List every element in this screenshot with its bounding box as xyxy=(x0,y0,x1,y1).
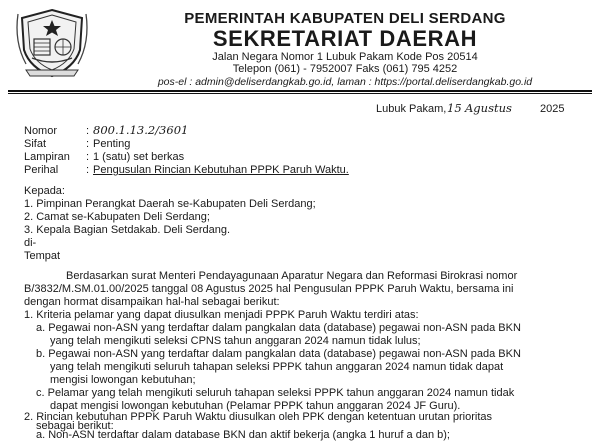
office-address: Jalan Negara Nomor 1 Lubuk Pakam Kode Pos 20514 xyxy=(212,51,478,63)
recipient-item: 3. Kepala Bagian Setdakab. Deli Serdang. xyxy=(24,224,231,236)
nomor-label: Nomor xyxy=(24,125,58,137)
point-1b: b. Pegawai non-ASN yang terdaftar dalam pangkalan data (database) pegawai non-ASN pada BKN xyxy=(36,348,521,360)
letterhead-rule-thick xyxy=(8,90,592,92)
nomor-colon: : xyxy=(86,125,90,137)
point-1b-cont: yang telah mengikuti seluruh tahapan seleksi PPPK tahun anggaran 2024 namun tidak dapat xyxy=(50,361,504,373)
date-month: Agustus xyxy=(465,101,512,115)
date-place: Lubuk Pakam, xyxy=(376,103,447,115)
lampiran-colon: : xyxy=(86,151,90,163)
lampiran-value: 1 (satu) set berkas xyxy=(93,151,185,163)
point-2: 2. Rincian kebutuhan PPPK Paruh Waktu diusulkan oleh PPK dengan ketentuan urutan prioritas xyxy=(24,411,492,423)
office-contact: pos-el : admin@deliserdangkab.go.id, laman : https://portal.deliserdangkab.go.id xyxy=(157,76,533,88)
point-1: 1. Kriteria pelamar yang dapat diusulkan menjadi PPPK Paruh Waktu terdiri atas: xyxy=(24,309,419,321)
point-1a-cont: yang telah mengikuti seleksi CPNS tahun anggaran 2024 namun tidak lulus; xyxy=(50,335,421,347)
deli-serdang-coat-of-arms-logo xyxy=(12,6,92,78)
office-title: SEKRETARIAT DAERAH xyxy=(212,26,478,51)
recipient-item: 2. Camat se-Kabupaten Deli Serdang; xyxy=(24,211,210,223)
perihal-value: Pengusulan Rincian Kebutuhan PPPK Paruh Waktu. xyxy=(93,164,349,176)
date-year: 2025 xyxy=(540,103,565,115)
intro-line: B/3832/M.SM.01.00/2025 tanggal 08 Agustus 2025 hal Pengusulan PPPK Paruh Waktu, bersama ini xyxy=(24,283,514,295)
point-1a: a. Pegawai non-ASN yang terdaftar dalam pangkalan data (database) pegawai non-ASN pada BKN xyxy=(36,322,521,334)
lampiran-label: Lampiran xyxy=(24,151,70,163)
point-1b-cont: mengisi lowongan kebutuhan; xyxy=(50,374,196,386)
point-1c-cont: dapat mengisi lowongan kebutuhan (Pelamar PPPK tahun anggaran 2024 JF Guru). xyxy=(50,400,461,412)
nomor-value: 800.1.13.2/3601 xyxy=(93,123,189,137)
kepada-label: Kepada: xyxy=(24,185,65,197)
intro-line: Berdasarkan surat Menteri Pendayagunaan Aparatur Negara dan Reformasi Birokrasi nomor xyxy=(66,270,518,282)
recipient-item: 1. Pimpinan Perangkat Daerah se-Kabupaten Deli Serdang; xyxy=(24,198,316,210)
perihal-colon: : xyxy=(86,164,90,176)
intro-line: dengan hormat disampaikan hal-hal sebagai berikut: xyxy=(24,296,280,308)
sifat-value: Penting xyxy=(93,138,131,150)
date-day: 15 xyxy=(447,101,462,115)
point-2-cont: sebagai berikut: xyxy=(36,420,114,432)
government-title: PEMERINTAH KABUPATEN DELI SERDANG xyxy=(184,10,506,27)
di-label: di- xyxy=(24,237,37,249)
sifat-label: Sifat xyxy=(24,138,47,150)
letterhead-rule-thin xyxy=(8,93,592,94)
tempat-label: Tempat xyxy=(24,250,61,262)
point-1c: c. Pelamar yang telah mengikuti seluruh tahapan seleksi PPPK tahun anggaran 2024 namun tidak xyxy=(36,387,515,399)
office-phone: Telepon (061) - 7952007 Faks (061) 795 4252 xyxy=(232,63,458,75)
perihal-label: Perihal xyxy=(24,164,59,176)
point-2a: a. Non-ASN terdaftar dalam database BKN dan aktif bekerja (angka 1 huruf a dan b); xyxy=(36,429,450,441)
sifat-colon: : xyxy=(86,138,90,150)
